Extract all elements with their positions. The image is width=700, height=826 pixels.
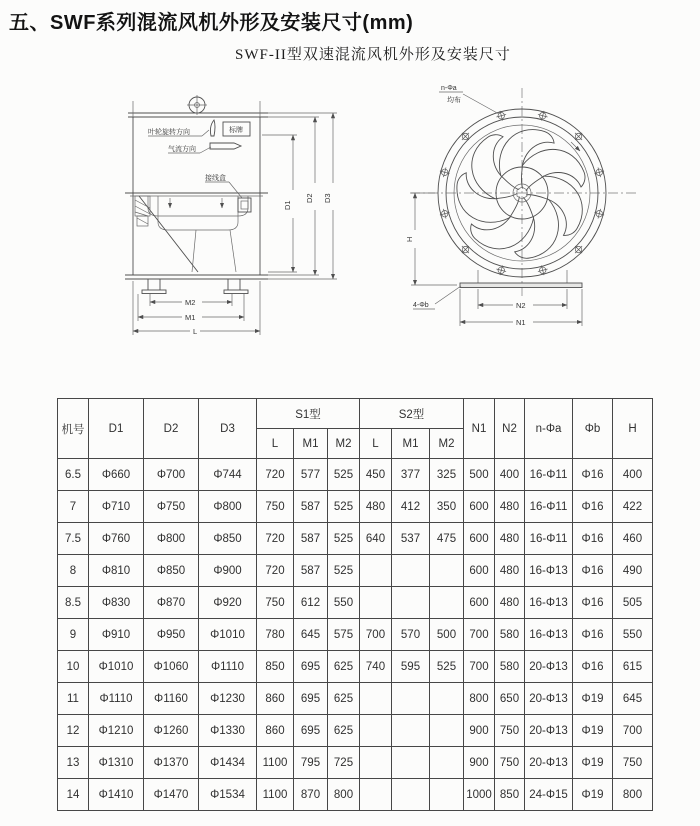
table-cell: 460 bbox=[613, 523, 653, 555]
table-cell: Φ1410 bbox=[89, 779, 144, 811]
table-cell: Φ19 bbox=[573, 747, 613, 779]
table-cell: 587 bbox=[294, 555, 328, 587]
table-cell bbox=[360, 715, 392, 747]
table-row bbox=[58, 587, 653, 619]
table-cell: 750 bbox=[495, 715, 525, 747]
table-cell: Φ800 bbox=[199, 491, 257, 523]
col-subheader-s2-m2: M2 bbox=[430, 429, 464, 459]
table-cell: 480 bbox=[495, 523, 525, 555]
table-cell: 14 bbox=[58, 779, 89, 811]
table-cell: 6.5 bbox=[58, 459, 89, 491]
table-cell: 870 bbox=[294, 779, 328, 811]
table-cell: 650 bbox=[495, 683, 525, 715]
table-cell: Φ1010 bbox=[199, 619, 257, 651]
table-cell: 16-Φ13 bbox=[525, 587, 573, 619]
col-group-s2: S2型 bbox=[360, 399, 464, 429]
table-cell: 695 bbox=[294, 715, 328, 747]
table-cell: 325 bbox=[430, 459, 464, 491]
table-cell: 8 bbox=[58, 555, 89, 587]
table-cell: 16-Φ13 bbox=[525, 555, 573, 587]
table-cell: 20-Φ13 bbox=[525, 651, 573, 683]
table-cell: 700 bbox=[360, 619, 392, 651]
table-cell bbox=[430, 747, 464, 779]
table-cell: 480 bbox=[495, 555, 525, 587]
table-cell: Φ950 bbox=[144, 619, 199, 651]
table-cell: 412 bbox=[392, 491, 430, 523]
table-cell: Φ19 bbox=[573, 683, 613, 715]
table-cell: Φ710 bbox=[89, 491, 144, 523]
table-cell: 595 bbox=[392, 651, 430, 683]
table-cell: 480 bbox=[495, 491, 525, 523]
col-header-n1: N1 bbox=[464, 399, 495, 459]
table-row bbox=[58, 779, 653, 811]
dim-label-m2: M2 bbox=[185, 298, 196, 307]
col-header-d2: D2 bbox=[144, 399, 199, 459]
col-subheader-s1-l: L bbox=[257, 429, 294, 459]
lifting-eye-icon bbox=[187, 95, 207, 115]
table-cell bbox=[392, 683, 430, 715]
table-row bbox=[58, 747, 653, 779]
label-junction-box: 接线盒 bbox=[205, 175, 226, 182]
table-cell: 1100 bbox=[257, 747, 294, 779]
table-cell: 700 bbox=[613, 715, 653, 747]
table-cell: Φ16 bbox=[573, 651, 613, 683]
dim-label-d3: D3 bbox=[323, 193, 332, 203]
table-cell: 1100 bbox=[257, 779, 294, 811]
table-cell: Φ1370 bbox=[144, 747, 199, 779]
table-cell bbox=[360, 555, 392, 587]
table-cell: 422 bbox=[613, 491, 653, 523]
table-cell: Φ1110 bbox=[89, 683, 144, 715]
table-cell: 900 bbox=[464, 715, 495, 747]
dim-label-h: H bbox=[405, 236, 414, 242]
table-cell: Φ760 bbox=[89, 523, 144, 555]
table-cell: 475 bbox=[430, 523, 464, 555]
table-cell: 645 bbox=[294, 619, 328, 651]
table-cell: 537 bbox=[392, 523, 430, 555]
table-cell: 500 bbox=[464, 459, 495, 491]
table-cell: 570 bbox=[392, 619, 430, 651]
table-cell: 720 bbox=[257, 459, 294, 491]
mounting-feet bbox=[142, 279, 248, 294]
table-cell: 640 bbox=[360, 523, 392, 555]
table-cell: 400 bbox=[613, 459, 653, 491]
label-airflow: 气流方向 bbox=[168, 146, 196, 153]
dimension-table bbox=[57, 398, 653, 811]
table-cell: Φ744 bbox=[199, 459, 257, 491]
table-row bbox=[58, 523, 653, 555]
table-cell: 720 bbox=[257, 555, 294, 587]
table-cell: 9 bbox=[58, 619, 89, 651]
table-cell: 860 bbox=[257, 683, 294, 715]
dim-label-m1: M1 bbox=[185, 313, 196, 322]
table-cell: 750 bbox=[495, 747, 525, 779]
table-cell bbox=[430, 683, 464, 715]
table-cell: 525 bbox=[328, 555, 360, 587]
table-cell bbox=[392, 555, 430, 587]
label-nameplate: 标牌 bbox=[229, 127, 243, 134]
table-cell: 580 bbox=[495, 619, 525, 651]
table-cell: Φ1110 bbox=[199, 651, 257, 683]
dim-label-l: L bbox=[193, 327, 198, 336]
table-cell: 695 bbox=[294, 651, 328, 683]
table-cell: 800 bbox=[328, 779, 360, 811]
table-cell: 480 bbox=[360, 491, 392, 523]
dim-label-n2: N2 bbox=[516, 301, 526, 310]
table-cell: Φ850 bbox=[199, 523, 257, 555]
table-cell: 575 bbox=[328, 619, 360, 651]
table-cell: 350 bbox=[430, 491, 464, 523]
table-cell: 525 bbox=[328, 491, 360, 523]
table-cell: Φ1230 bbox=[199, 683, 257, 715]
table-cell: 645 bbox=[613, 683, 653, 715]
fan-side-view-drawing bbox=[110, 80, 350, 355]
table-cell bbox=[430, 555, 464, 587]
col-header-d3: D3 bbox=[199, 399, 257, 459]
col-header-na: n-Φa bbox=[525, 399, 573, 459]
table-cell: 550 bbox=[613, 619, 653, 651]
table-cell: Φ1330 bbox=[199, 715, 257, 747]
table-row bbox=[58, 683, 653, 715]
label-bolt-holes: n-Φa bbox=[441, 85, 457, 92]
airflow-arrow-icon bbox=[210, 143, 241, 149]
table-cell: 587 bbox=[294, 523, 328, 555]
table-cell: Φ1470 bbox=[144, 779, 199, 811]
table-cell bbox=[360, 747, 392, 779]
table-cell: 525 bbox=[328, 523, 360, 555]
table-cell: 580 bbox=[495, 651, 525, 683]
table-cell: 600 bbox=[464, 491, 495, 523]
table-cell: Φ830 bbox=[89, 587, 144, 619]
table-cell: Φ1534 bbox=[199, 779, 257, 811]
table-cell: 490 bbox=[613, 555, 653, 587]
label-impeller-rotation: 叶轮旋转方向 bbox=[148, 129, 190, 136]
figure-caption: SWF-II型双速混流风机外形及安装尺寸 bbox=[235, 47, 511, 63]
col-subheader-s2-m1: M1 bbox=[392, 429, 430, 459]
table-cell bbox=[392, 779, 430, 811]
table-cell: 1000 bbox=[464, 779, 495, 811]
table-cell bbox=[392, 747, 430, 779]
table-cell: Φ1010 bbox=[89, 651, 144, 683]
col-header-model: 机号 bbox=[58, 399, 89, 459]
label-base-bolt-holes: 4-Φb bbox=[413, 302, 429, 309]
table-cell: 612 bbox=[294, 587, 328, 619]
table-cell: 16-Φ13 bbox=[525, 619, 573, 651]
table-cell bbox=[430, 779, 464, 811]
col-subheader-s1-m2: M2 bbox=[328, 429, 360, 459]
table-cell: 16-Φ11 bbox=[525, 491, 573, 523]
col-subheader-s1-m1: M1 bbox=[294, 429, 328, 459]
table-cell bbox=[392, 715, 430, 747]
table-cell: 587 bbox=[294, 491, 328, 523]
table-cell: Φ16 bbox=[573, 587, 613, 619]
label-evenly-spaced: 均布 bbox=[447, 97, 461, 104]
table-cell: Φ16 bbox=[573, 523, 613, 555]
table-cell: 795 bbox=[294, 747, 328, 779]
base-plate bbox=[460, 270, 582, 288]
table-cell: 16-Φ11 bbox=[525, 523, 573, 555]
table-cell: 13 bbox=[58, 747, 89, 779]
table-row bbox=[58, 459, 653, 491]
dim-label-d1: D1 bbox=[283, 200, 292, 210]
table-cell: 525 bbox=[430, 651, 464, 683]
table-cell bbox=[430, 715, 464, 747]
table-cell: 11 bbox=[58, 683, 89, 715]
table-cell: Φ16 bbox=[573, 555, 613, 587]
table-cell: 600 bbox=[464, 587, 495, 619]
rotation-arrow-icon bbox=[571, 142, 580, 151]
table-cell: 24-Φ15 bbox=[525, 779, 573, 811]
table-cell: Φ1260 bbox=[144, 715, 199, 747]
table-cell: 577 bbox=[294, 459, 328, 491]
col-header-b: Φb bbox=[573, 399, 613, 459]
junction-box bbox=[238, 198, 251, 212]
table-cell: 20-Φ13 bbox=[525, 715, 573, 747]
table-cell bbox=[392, 587, 430, 619]
fan-front-view-drawing bbox=[405, 80, 680, 340]
table-cell bbox=[360, 683, 392, 715]
table-cell: Φ660 bbox=[89, 459, 144, 491]
table-cell: Φ16 bbox=[573, 459, 613, 491]
dim-label-n1: N1 bbox=[516, 318, 526, 327]
table-cell: Φ920 bbox=[199, 587, 257, 619]
table-cell: 525 bbox=[328, 459, 360, 491]
table-cell: 750 bbox=[257, 587, 294, 619]
table-cell bbox=[360, 587, 392, 619]
table-cell: Φ870 bbox=[144, 587, 199, 619]
table-cell: 700 bbox=[464, 651, 495, 683]
table-cell: 740 bbox=[360, 651, 392, 683]
table-row bbox=[58, 715, 653, 747]
table-cell: 725 bbox=[328, 747, 360, 779]
table-cell: 780 bbox=[257, 619, 294, 651]
table-cell: 16-Φ11 bbox=[525, 459, 573, 491]
table-cell: 800 bbox=[613, 779, 653, 811]
table-cell: 625 bbox=[328, 683, 360, 715]
page-title: 五、SWF系列混流风机外形及安装尺寸(mm) bbox=[9, 12, 414, 34]
table-cell bbox=[360, 779, 392, 811]
table-cell: 850 bbox=[257, 651, 294, 683]
table-cell: 550 bbox=[328, 587, 360, 619]
table-cell: Φ800 bbox=[144, 523, 199, 555]
table-cell: Φ750 bbox=[144, 491, 199, 523]
table-cell: 20-Φ13 bbox=[525, 747, 573, 779]
table-cell: 850 bbox=[495, 779, 525, 811]
table-cell: 600 bbox=[464, 523, 495, 555]
table-cell: 750 bbox=[257, 491, 294, 523]
table-cell: 625 bbox=[328, 715, 360, 747]
table-cell: Φ1060 bbox=[144, 651, 199, 683]
table-cell: 900 bbox=[464, 747, 495, 779]
table-cell: 500 bbox=[430, 619, 464, 651]
table-cell: Φ900 bbox=[199, 555, 257, 587]
col-subheader-s2-l: L bbox=[360, 429, 392, 459]
table-cell: 20-Φ13 bbox=[525, 683, 573, 715]
dim-label-d2: D2 bbox=[305, 193, 314, 203]
table-cell: 480 bbox=[495, 587, 525, 619]
table-row bbox=[58, 619, 653, 651]
table-cell: 625 bbox=[328, 651, 360, 683]
spec-table-body bbox=[58, 459, 653, 811]
blade-indicator-icon bbox=[210, 120, 215, 136]
table-cell: Φ810 bbox=[89, 555, 144, 587]
table-cell: Φ19 bbox=[573, 779, 613, 811]
col-header-d1: D1 bbox=[89, 399, 144, 459]
col-header-n2: N2 bbox=[495, 399, 525, 459]
table-cell: 860 bbox=[257, 715, 294, 747]
table-cell: 505 bbox=[613, 587, 653, 619]
table-cell: 450 bbox=[360, 459, 392, 491]
table-cell: 750 bbox=[613, 747, 653, 779]
table-cell: Φ16 bbox=[573, 491, 613, 523]
table-row bbox=[58, 651, 653, 683]
table-cell bbox=[430, 587, 464, 619]
table-cell: Φ1310 bbox=[89, 747, 144, 779]
table-cell: 7.5 bbox=[58, 523, 89, 555]
table-cell: Φ19 bbox=[573, 715, 613, 747]
table-row bbox=[58, 491, 653, 523]
col-group-s1: S1型 bbox=[257, 399, 360, 429]
table-cell: 720 bbox=[257, 523, 294, 555]
table-cell: 700 bbox=[464, 619, 495, 651]
table-cell: Φ910 bbox=[89, 619, 144, 651]
table-cell: Φ1160 bbox=[144, 683, 199, 715]
table-cell: 600 bbox=[464, 555, 495, 587]
table-cell: Φ850 bbox=[144, 555, 199, 587]
col-header-h: H bbox=[613, 399, 653, 459]
table-cell: Φ1434 bbox=[199, 747, 257, 779]
table-cell: 615 bbox=[613, 651, 653, 683]
table-row bbox=[58, 555, 653, 587]
table-cell: Φ16 bbox=[573, 619, 613, 651]
table-cell: Φ1210 bbox=[89, 715, 144, 747]
table-cell: Φ700 bbox=[144, 459, 199, 491]
table-cell: 377 bbox=[392, 459, 430, 491]
table-cell: 12 bbox=[58, 715, 89, 747]
table-cell: 695 bbox=[294, 683, 328, 715]
table-cell: 400 bbox=[495, 459, 525, 491]
table-cell: 10 bbox=[58, 651, 89, 683]
table-cell: 800 bbox=[464, 683, 495, 715]
table-cell: 7 bbox=[58, 491, 89, 523]
table-cell: 8.5 bbox=[58, 587, 89, 619]
